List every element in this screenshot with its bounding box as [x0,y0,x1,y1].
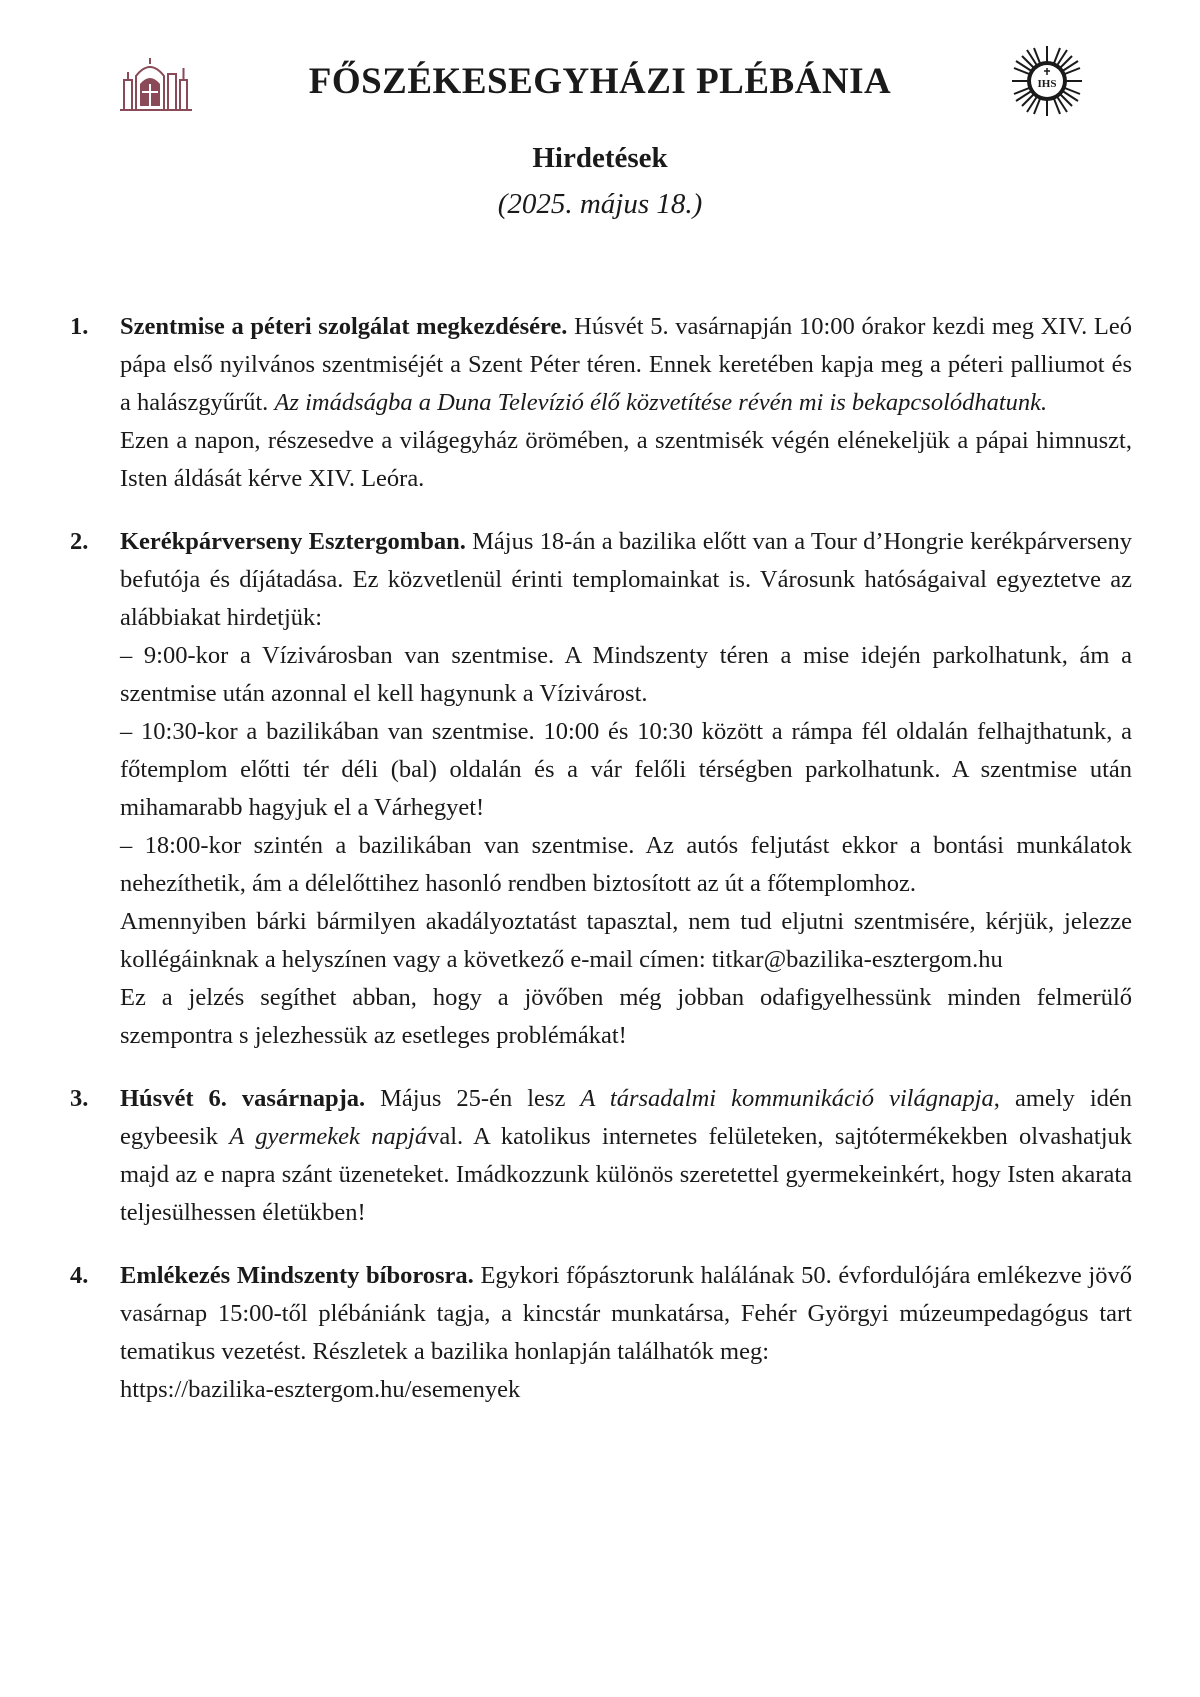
events-link[interactable]: https://bazilika-esztergom.hu/esemenyek [120,1376,521,1403]
item-paragraph: Ezen a napon, részesedve a világegyház örömében, a szentmisék végén elénekeljük a pápai himnuszt, Isten áldását kérve XIV. Leóra. [120,427,1132,492]
item-number: 1. [70,313,89,340]
page-subtitle: Hirdetések [532,142,668,174]
announcement-item [70,1080,1132,1232]
item-bullet: – 18:00-kor szintén a bazilikában van szentmise. Az autós feljutást ekkor a bontási munkálatok nehezíthetik, ám a délelőttihez hasonló rendben biztosított az út a főtemplomhoz. [120,832,1132,897]
item-number: 4. [70,1262,89,1289]
item-paragraph: Ez a jelzés segíthet abban, hogy a jövőben még jobban odafigyelhessünk minden felmerülő szempontra s jelezhessük az esetleges problémákat! [120,984,1132,1049]
announcement-item [70,523,1132,1055]
announcement-item [70,308,1132,498]
item-text: Húsvét 5. vasárnapján 10:00 órakor kezdi meg XIV. Leó pápa első nyilvános szentmiséjét a Szent Péter téren. Ennek keretében kapja meg a péteri palliumot és a halászgyűrűt. [120,313,1132,416]
item-text: val. A katolikus internetes felületeken, sajtótermékekben olvashatjuk majd az e napra szánt üzeneteket. Imádkozzunk különös szeretettel gyermekeinkért, hogy Isten akarata teljesülhessen életükben! [120,1123,1133,1226]
item-paragraph: Amennyiben bárki bármilyen akadályoztatást tapasztal, nem tud eljutni szentmisére, kérjük, jelezze kollégáinknak a helyszínen vagy a következő e-mail címen: titkar@bazilika-esztergom.hu [120,908,1132,973]
item-heading: Szentmise a péteri szolgálat megkezdésére. [120,313,568,340]
item-number: 3. [70,1085,89,1112]
item-number: 2. [70,528,89,555]
svg-text:IHS: IHS [1037,78,1057,90]
page-title: FŐSZÉKESEGYHÁZI PLÉBÁNIA [308,61,892,102]
item-bullet: – 10:30-kor a bazilikában van szentmise. 10:00 és 10:30 között a rámpa fél oldalán felhajthatunk, a főtemplom előtti tér déli (bal) oldalán és a vár felőli térségben parkolhatunk. A szentmise után mihamarabb hagyjuk el a Várhegyet! [120,718,1132,821]
item-text: , amely idén egybeesik [120,1085,1133,1150]
item-paragraph [120,308,1132,422]
item-text: Egykori főpásztorunk halálának 50. évfordulójára emlékezve jövő vasárnap 15:00-től plébániánk tagja, a kincstár munkatársa, Fehér Györgyi múzeumpedagógus tart tematikus vezetést. Részletek a bazilika honlapján találhatók meg: [120,1262,1132,1365]
announcement-item [70,1257,1132,1409]
item-text: Május 18-án a bazilika előtt van a Tour d’Hongrie kerékpárverseny befutója és díjátadása. Ez közvetlenül érinti templomainkat is. Városunk hatóságaival egyeztetve az alábbiakat hirdetjük: [120,528,1133,631]
item-heading: Emlékezés Mindszenty bíborosra. [120,1262,474,1289]
item-paragraph [120,1257,1132,1371]
item-paragraph [120,523,1132,637]
page-date: (2025. május 18.) [497,188,703,220]
item-heading: Húsvét 6. vasárnapja. [120,1085,366,1112]
item-paragraph [120,1080,1132,1232]
item-bullet: – 9:00-kor a Vízivárosban van szentmise. A Mindszenty téren a mise idején parkolhatunk, ám a szentmise után azonnal el kell hagynunk a Vízivárost. [120,642,1132,707]
item-italic-text: A gyermekek napjá [229,1123,428,1150]
item-italic-text: A társadalmi kommunikáció világnapja [580,1085,994,1112]
announcement-list [70,308,1132,1434]
item-italic-text: Az imádságba a Duna Televízió élő közvetítése révén mi is bekapcsolódhatunk. [274,389,1048,416]
item-text: Május 25-én lesz [365,1085,581,1112]
item-heading: Kerékpárverseny Esztergomban. [120,528,466,555]
